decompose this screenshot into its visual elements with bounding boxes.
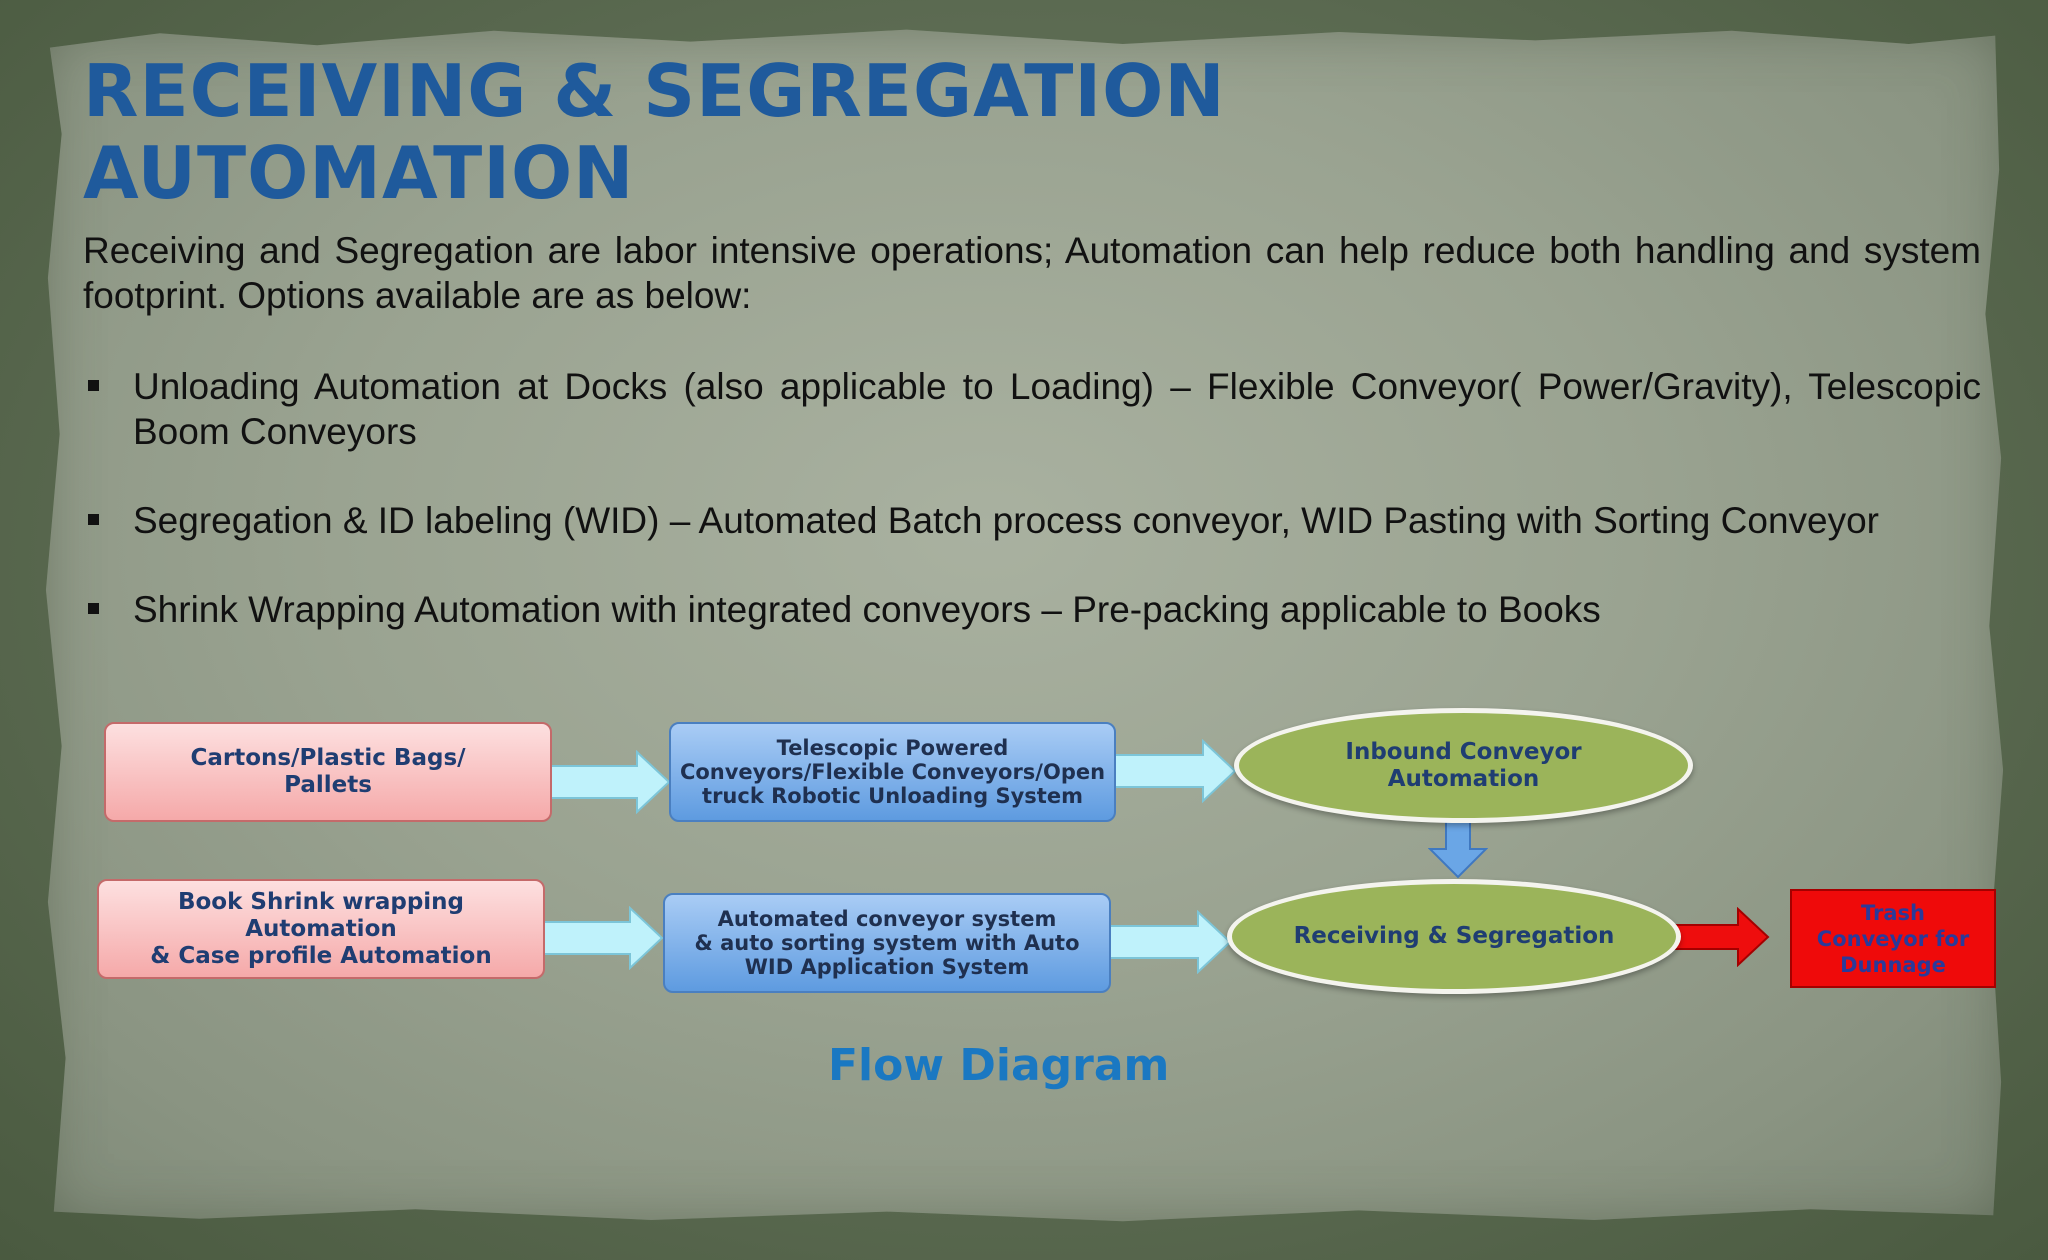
arrow-automated-to-receiving bbox=[1110, 910, 1232, 974]
node-book-shrink-line-1: Book Shrink wrapping Automation bbox=[177, 888, 465, 942]
diagram-caption: Flow Diagram bbox=[828, 1040, 1170, 1091]
page-title bbox=[83, 50, 1226, 214]
node-inbound-line-2: Automation bbox=[1387, 765, 1540, 792]
node-inbound-line-1: Inbound Conveyor bbox=[1345, 738, 1582, 765]
node-trash-line-2: Conveyor for bbox=[1816, 926, 1970, 951]
node-automated-line-2: & auto sorting system with Auto bbox=[694, 931, 1080, 955]
node-book-shrink-line-2: & Case profile Automation bbox=[150, 942, 492, 969]
node-telescopic-line-2: Conveyors/Flexible Conveyors/Open bbox=[679, 760, 1106, 784]
title-line-1: RECEIVING & SEGREGATION bbox=[83, 49, 1226, 133]
arrow-inbound-to-receiving bbox=[1428, 821, 1488, 879]
list-item: Segregation & ID labeling (WID) – Automated Batch process conveyor, WID Pasting with Sorting Conveyor bbox=[83, 498, 1981, 543]
arrow-cartons-to-telescopic bbox=[551, 750, 671, 814]
node-receiving bbox=[1227, 879, 1681, 994]
node-telescopic bbox=[669, 722, 1116, 822]
node-trash-line-3: Dunnage bbox=[1840, 952, 1946, 977]
node-automated-conveyor bbox=[663, 893, 1111, 993]
list-item: Shrink Wrapping Automation with integrated conveyors – Pre-packing applicable to Books bbox=[83, 587, 1981, 632]
node-receiving-line-1: Receiving & Segregation bbox=[1293, 923, 1615, 949]
node-trash-line-1: Trash bbox=[1861, 900, 1925, 925]
node-automated-line-1: Automated conveyor system bbox=[717, 907, 1057, 931]
node-inbound bbox=[1234, 708, 1693, 823]
intro-paragraph: Receiving and Segregation are labor intensive operations; Automation can help reduce both handling and system footprint. Options available are as below: bbox=[83, 230, 1981, 316]
node-telescopic-line-3: truck Robotic Unloading System bbox=[702, 784, 1083, 808]
node-trash-conveyor bbox=[1790, 889, 1996, 988]
list-item: Unloading Automation at Docks (also applicable to Loading) – Flexible Conveyor( Power/Gravity), Telescopic Boom Conveyors bbox=[83, 364, 1981, 454]
arrow-book-to-automated bbox=[544, 906, 664, 970]
options-list bbox=[83, 364, 1981, 676]
title-line-2: AUTOMATION bbox=[83, 131, 635, 215]
node-telescopic-line-1: Telescopic Powered bbox=[776, 736, 1009, 760]
arrow-telescopic-to-inbound bbox=[1115, 739, 1237, 803]
node-cartons bbox=[104, 722, 552, 822]
node-automated-line-3: WID Application System bbox=[744, 955, 1030, 979]
node-book-shrink bbox=[97, 879, 545, 979]
arrow-receiving-to-trash bbox=[1672, 907, 1770, 967]
node-cartons-line-1: Cartons/Plastic Bags/ bbox=[190, 745, 466, 771]
node-cartons-line-2: Pallets bbox=[284, 772, 372, 798]
